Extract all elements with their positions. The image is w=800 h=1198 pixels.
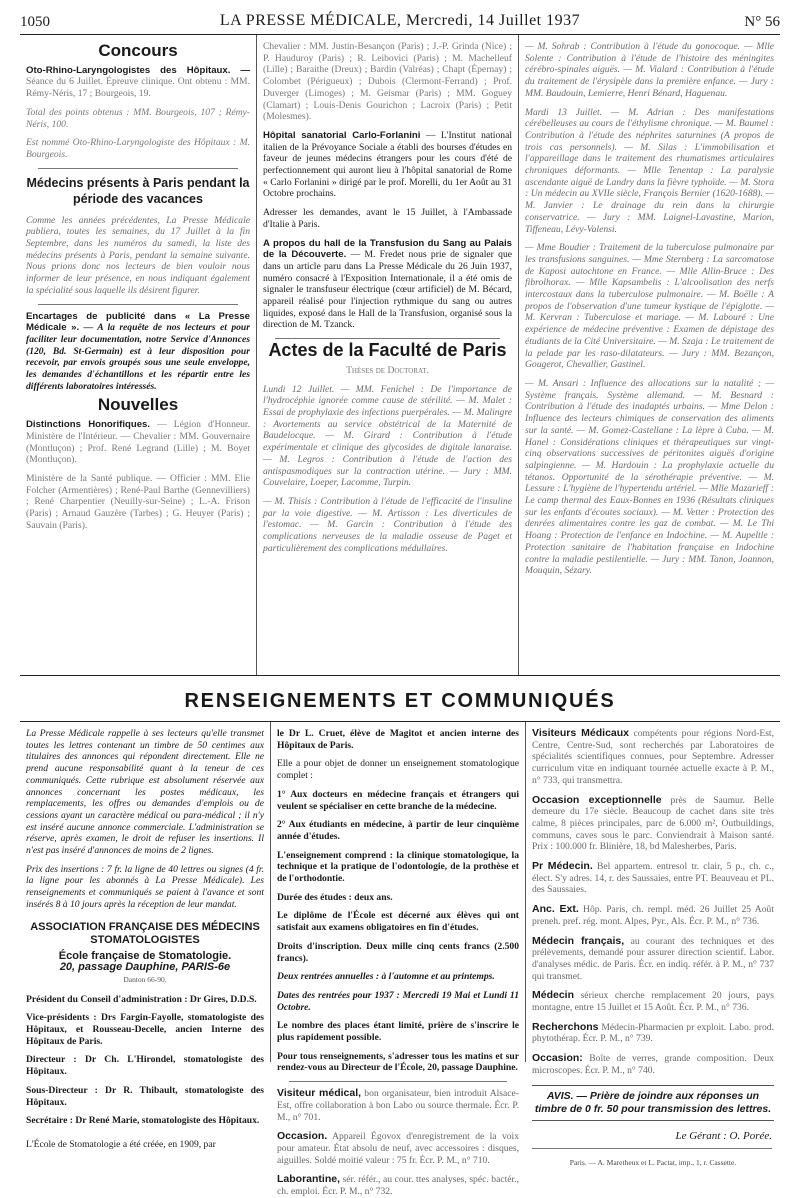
intro-notice: La Presse Médicale rappelle à ses lecteurs qu'elle transmet toutes les lettres contenant un timbre de 50 centimes aux titulaires des annonces qui répondent directement. Elle ne prend aucune responsabilité quant à la teneur de ces communiqués. Cette rubrique est absolument réservée aux annonces concernant les postes médicaux, les remplacements, les offres ou demandes d'emplois ou de cessions ayant un caractère médical ou para-médical ; il n'y est inséré aucune annonce commerciale. L'administration se réserve, après examen, le droit de refuser les insertions. Il n'est pas inséré d'annonces de moins de 2 lignes. <box>26 728 264 857</box>
hopital-title: Hôpital sanatorial Carlo-Forlanini <box>263 129 421 141</box>
president: Président du Conseil d'administration : Dr Gires, D.D.S. <box>26 993 257 1005</box>
ad-key: Laborantine, <box>277 1173 341 1186</box>
divider <box>38 168 238 169</box>
theses-label: Thèses de Doctorat. <box>346 364 429 376</box>
issue-number: N° 56 <box>744 14 780 30</box>
col3-text-3: — Mme Boudier : Traitement de la tuberculose pulmonaire par les transfusions sanguines. — Mme Sternberg : La sarcomatose de Kaposi autochtone en France. — Mlle Allin-Bruce : Des fibrolhorax. — Mlle Kapsambelis : L'alcoolisation des nerfs intercostaux dans la tuberculose pulmonaire. — M. Boëlle : A propos de l'observation d'une tumeur kystique de l'épiglotte. — M. Kervran : Tuberculose et mariage. — M. Labouré : Une expérience de médecine préventive : Examen de dépistage des étudiants de la Cité Universitaire. — M. Szaja : Le traitement de la pelade par les raso-dilatateurs. — Jury : MM. Bezançon, Gougerot, Chevallier, Gastinel. <box>525 242 774 371</box>
ad-text: sérieux cherche remplacement 20 jours, pays montagne, entre 15 Juillet et 15 Août. Écr. P. M., n° 736. <box>532 990 774 1014</box>
ecole-title: École française de Stomatologie. <box>58 949 232 962</box>
ad-text: près de Saumur. Belle demeure du 17e siècle. Beaucoup de cachet dans site très calme, 8 pièces principales, parc de 6.000 m², Outbuildings, communs, caves sous le parc. Conviendrait à Maison santé. Prix : 100.000 fr. Blinière, 18, bd Malesherbes, Paris. <box>532 794 774 853</box>
newspaper-page <box>20 0 780 1198</box>
classified-ad <box>532 795 774 854</box>
ad-key: Occasion exceptionnelle <box>532 793 662 806</box>
ad-text: Médecin-Pharmacien pr exploit. Labo. prod. phytothérap. Écr. P. M., n° 739. <box>532 1021 774 1045</box>
concours-heading: Concours <box>98 41 178 60</box>
lower-section <box>20 722 780 1198</box>
vice-presidents: Vice-présidents : Drs Fargin-Fayolle, stomatologiste des Hôpitaux, et Rousseau-Decelle, ancien Interne des Hôpitaux de Paris. <box>26 1012 264 1047</box>
distinctions-text: — Légion d'Honneur. Ministère de l'Intérieur. — Chevalier : MM. Gouvernaire (Montluçon) ; Prof. René Legrand (Lille) ; M. Boyet (Montluçon). <box>26 419 250 466</box>
upper-section <box>20 35 780 676</box>
encartages-title: Encartages de publicité dans « La Presse Médicale ». <box>26 310 250 334</box>
ad-text: bon organisateur, bien introduit Alsace-Est, offre collaboration à bon Labo ou source thermale. Écr. P. M., n° 701. <box>277 1088 520 1123</box>
ecole-para-7: Le diplôme de l'École est décerné aux élèves qui ont satisfait aux examens obligatoires en fin d'études. <box>277 910 519 934</box>
encartages-text: — A la requête de nos lecteurs et pour faciliter leur documentation, notre Service d'Annonces (120, Bd. St-Germain) est à leur disposition pour recevoir, par envois groupés sous une seule enveloppe, les demandes d'échantillons et les répartir entre les différents laboratoires intéressés. <box>26 322 250 392</box>
ad-key: Occasion. <box>277 1130 328 1143</box>
classified-ad <box>532 728 774 787</box>
divider <box>38 304 238 305</box>
theses-text-2: — M. Thisis : Contribution à l'étude de l'efficacité de l'insuline par la voie digestive. — M. Artisson : Les diverticules de l'estomac. — M. Garcin : Contribution à l'étude des complications nerveuses de la maladie osseuse de Paget et particulièrement des complications médullaires. <box>263 495 512 554</box>
col3-text-4: — M. Ansari : Influence des allocations sur la natalité ; — Système français. Système allemand. — M. Besnard : Contribution à l'étude des inadaptés urbains. — Mme Delon : Influence des lecteurs chimiques de conservation des aliments sur la santé. — M. Gomez-Castellane : La lèpre à Cuba. — M. Hanel : Considérations cliniques et thérapeutiques sur vingt-cinq observations successives de péritonites aiguës d'origine salpingienne. — M. Hardouin : La prophylaxie actuelle du tétanos. Opportunité de la sérothérapie préventive. — M. Lessure : L'hygiène de l'hypertendu artériel. — Mlle Mazarieff : Le camp thermal des Eaux-Bonnes en 1936 (Résultats cliniques sur les enfants d'écoutes sociaux). — M. Vetter : Protection des denrées alimentaires contre les gaz de combat. — M. Le Thi Hoang : Protection de l'enfance en Indochine. — M. Aupeltle : Protection sanitaire de l'habitation française en Indochine contre la maladie pestilentielle. — Jury : MM. Tanon, Joannon, Mouquin, Sézary. <box>525 377 774 577</box>
prix-notice: Prix des insertions : 7 fr. la ligne de 40 lettres ou signes (4 fr. la ligne pour les abonnés à La Presse Médicale). Les renseignements et communiqués se paient à l'avance et sont insérés 8 à 10 jours après la réception de leur mandat. <box>26 863 264 910</box>
ad-key: Médecin <box>532 989 575 1002</box>
oto-nomme: Est nommé Oto-Rhino-Laryngologiste des Hôpitaux : M. Bourgeois. <box>26 137 250 160</box>
chevalier-text: Chevalier : MM. Justin-Besançon (Paris) ; J.-P. Grinda (Nice) ; P. Hauduroy (Paris) ; R. Leibovici (Paris) ; M. Machelleuf (Lille) ; Baraithe (Dreux) ; Bardin (Valréas) ; Chapt (Épernay) ; Colombet (Périgueux) ; Dubois (Clermont-Ferrand) ; Prof. Duverger (Limoges) ; M. Geismar (Paris) ; MM. Goguey (Clamart) ; Louis-Denis Gourichon ; Lacroix (Paris) ; Petit (Molesmes). <box>263 41 512 123</box>
nouvelles-heading: Nouvelles <box>97 395 179 415</box>
ecole-para-3: 1° Aux docteurs en médecine français et étrangers qui veulent se spécialiser en cette branche de la médecine. <box>277 788 519 812</box>
secretaire: Secrétaire : Dr René Marie, stomatologiste des Hôpitaux. <box>26 1115 260 1127</box>
ad-text: Hôp. Paris, ch. rempl. méd. 26 Juillet 25 Août preneh. pref. rég. mont. Alpes, Pyr., Als. Écr. P. M., n° 736. <box>532 904 774 927</box>
ecole-para-2: Elle a pour objet de donner un enseignement stomatologique complet : <box>277 758 519 782</box>
renseignements-heading: RENSEIGNEMENTS ET COMMUNIQUÉS <box>20 676 780 722</box>
ecole-para-5: L'enseignement comprend : la clinique stomatologique, la technique et la pratique de l'odontologie, de la prothèse et de l'orthodontie. <box>277 849 519 885</box>
medecins-heading: Médecins présents à Paris pendant la période des vacances <box>26 175 250 206</box>
ecole-para-4: 2° Aux étudiants en médecine, à partir de leur cinquième année d'études. <box>277 819 519 842</box>
gerant-signature: Le Gérant : O. Porée. <box>532 1131 772 1150</box>
column-3 <box>518 35 780 675</box>
classified-ad <box>532 990 774 1013</box>
ad-text: Appareil Égovox d'enregistrement de la voix pour amateur. État absolu de neuf, avec accessoires : disques, aiguilles. Soldé moitié valeur : 75 fr. Écr. P. M., n° 710. <box>277 1131 520 1166</box>
ecole-para-11: Le nombre des places étant limité, prière de s'inscrire le plus rapidement possible. <box>277 1020 519 1044</box>
actes-heading: Actes de la Faculté de Paris <box>268 340 507 361</box>
ad-key: Occasion: <box>532 1052 583 1065</box>
classified-ad <box>532 936 774 983</box>
sous-directeur: Sous-Directeur : Dr R. Thibault, stomatologiste des Hôpitaux. <box>26 1084 264 1108</box>
directeur: Directeur : Dr Ch. L'Hirondel, stomatologiste des Hôpitaux. <box>26 1054 264 1078</box>
classified-ad <box>532 904 774 927</box>
ad-key: Médecin français, <box>532 934 625 947</box>
ecole-para-1: le Dr L. Cruet, élève de Magitot et ancien interne des Hôpitaux de Paris. <box>277 728 519 751</box>
column-1 <box>20 35 256 675</box>
ad-text: Boîte de verres, grande composition. Deux microscopes. Écr. P. M., n° 740. <box>532 1053 774 1076</box>
ecole-para-8: Droits d'inscription. Deux mille cinq cents francs (2.500 francs). <box>277 940 519 964</box>
association-title: ASSOCIATION FRANÇAISE DES MÉDECINS STOMATOLOGISTES <box>30 920 260 946</box>
classified-ad <box>277 1088 519 1123</box>
classified-ad <box>532 1022 774 1045</box>
distinctions-title: Distinctions Honorifiques. <box>26 419 151 431</box>
ad-text: Bel appartem. entresol tr. clair, 5 p., ch. c., élect. S'y adres. 14, r. des Saussaies, entre PT. Beauveau et PL. des Saussaies. <box>532 861 774 896</box>
ecole-para-9: Deux rentrées annuelles : à l'automne et au printemps. <box>277 971 495 983</box>
ecole-address: 20, passage Dauphine, PARIS-6e <box>59 961 231 974</box>
divider <box>289 1081 507 1082</box>
classified-ad <box>532 1053 774 1076</box>
ad-key: Anc. Ext. <box>532 903 579 916</box>
column-2 <box>256 35 518 675</box>
hall-text: — M. Fredet nous prie de signaler que dans un article paru dans La Presse Médicale du 26 Juin 1937, numéro consacré à l'Exposition Internationale, il a été omis de signaler le transfuseur électrique (cœur artificiel) de M. Bécard, appareil réalisé pour l'injection rythmique du sang ou autres liquides, exposé dans le Hall de la Transfusion, organisé sous la direction de M. Tzanck. <box>263 249 512 331</box>
ad-key: Pr Médecin. <box>532 860 593 873</box>
ecole-para-12: Pour tous renseignements, s'adresser tous les matins et sur rendez-vous au Directeur de l'École, 20, passage Dauphine. <box>277 1050 519 1074</box>
page-number: 1050 <box>20 14 50 30</box>
ecole-para-10: Dates des rentrées pour 1937 : Mercredi 19 Mai et Lundi 11 Octobre. <box>277 989 519 1013</box>
lower-column-2 <box>270 722 525 1198</box>
medecins-text: Comme les années précédentes, La Presse Médicale publiera, toutes les semaines, du 17 Juillet à la fin Septembre, dans les numéros du samedi, la liste des médecins présents à Paris, pendant la semaine suivante. Nous prions donc nos lecteurs de bien vouloir nous informer de leur présence, en nous indiquant également la spécialité sous laquelle ils désirent figurer. <box>26 214 250 296</box>
ad-key: Recherchons <box>532 1020 599 1033</box>
ad-key: Visiteur médical, <box>277 1087 362 1100</box>
ad-key: Visiteurs Médicaux <box>532 727 630 739</box>
hall-title: A propos du hall de la Transfusion du Sang au Palais de la Découverte. <box>263 237 512 261</box>
printer-credit: Paris. — A. Maretheux et L. Pactat, imp., 1, r. Cassette. <box>569 1158 737 1168</box>
classified-ad <box>277 1131 519 1166</box>
theses-text: Lundi 12 Juillet. — MM. Fenichel : De l'importance de l'hydrocéphie ignorée comme cause de stérilité. — M. Malet : Essai de prophylaxie des infections puerpérales. — M. Malingre : Avortements au service obstétrical de la Maternité de Baudelocque. — M. Girard : Contribution à l'étude expérimentale et clinique des glycosides de digitale lanaraise. — M. Legros : Contribution à l'étude de l'action des antispasmodiques sur la contraction utérine. — Jury : MM. Couvelaire, Loeper, Lacomme, Turpin. <box>263 383 512 489</box>
ad-text: sér. référ., au cour. ttes analyses, spéc. bactér., ch. emploi. Écr. P. M., n° 732. <box>277 1174 519 1198</box>
sante-text: Ministère de la Santé publique. — Officier : MM. Elie Folcher (Armentières) ; René-Paul Barthe (Gennevilliers) ; René Charpentier (Neuilly-sur-Seine) ; L.-A. Frison (Paris) ; Arnaud Gauzère (Tarbes) ; G. Heuyer (Paris) ; Sauvain (Paris). <box>26 472 250 531</box>
ad-text: compétents pour régions Nord-Est, Centre, Centre-Sud, sont recherchés par Laboratoires de spécialités scientifiques connues, pour Septembre. Adresser curriculum vitæ en indiquant tournée actuelle exacte à P. M., n° 733, qui transmettra. <box>532 728 775 786</box>
avis-notice: AVIS. — Prière de joindre aux réponses un timbre de 0 fr. 50 pour transmission des lettres. <box>532 1085 774 1121</box>
classified-ad <box>277 1174 519 1197</box>
divider <box>275 338 500 339</box>
classified-ad <box>532 861 774 896</box>
oto-total: Total des points obtenus : MM. Bourgeois, 107 ; Rémy-Néris, 100. <box>26 106 250 130</box>
col3-text-1: — M. Sohrab : Contribution à l'étude du gonocoque. — Mlle Solente : Contribution à l'étude de l'histoire des méningites cérébro-spinales aiguës. — M. Vialard : Contribution à l'étude du traitement de l'érysipèle dans la première enfance. — Jury : MM. Baudouin, Lemierre, Henri Bénard, Haguenau. <box>525 41 774 99</box>
oto-text: Séance du 6 Juillet. Épreuve clinique. Ont obtenu : MM. Rémy-Néris, 17 ; Bourgeois, 19. <box>26 76 250 100</box>
ad-text: au courant des techniques et des prélèvements, demandé pour assurer direction scientif. Labor. d'analyses médic. de Paris. Écr. en indiq. référ. à P. M., n° 737 qui transmet. <box>532 935 774 982</box>
ecole-creee: L'École de Stomatologie a été créée, en 1909, par <box>26 1138 216 1150</box>
hopital-text: — L'Institut national italien de la Prévoyance Sociale a établi des bourses d'études en faveur de jeunes médecins étrangers pour les cours d'été de perfectionnement qui auront lieu à l'hôpital sanatorial de Rome « Carlo Forlanini » dirigé par le prof. Morelli, du 1er Août au 31 Octobre prochains. <box>263 129 512 200</box>
running-header <box>20 6 780 35</box>
col3-text-2: Mardi 13 Juillet. — M. Adrian : Des manifestations cérébelleuses au cours de l'éthylisme chronique. — M. Baumel : Contribution à l'étude des néphrites saturnines (A propos de trois cas personnels). — M. Silas : L'immobilisation et l'appareillage dans le traitement des rhumatismes articulaires chroniques déformants. — Mlle Tenentap : La paralysie ascendante aiguë de Landry dans la fièvre typhoïde. — M. Stora : Un médecin au XVIIe siècle, François Bernier (1620-1688). — M. Janvier : Le drainage du rein dans la chirurgie conservatrice. — Jury : MM. Laignel-Lavastine, Marion, Tiffeneau, Lévy-Valensi. <box>525 106 774 235</box>
oto-title: Oto-Rhino-Laryngologistes des Hôpitaux. — <box>26 64 250 76</box>
lower-column-1 <box>20 722 270 1150</box>
lower-column-3 <box>525 722 780 1168</box>
journal-title: LA PRESSE MÉDICALE, Mercredi, 14 Juillet 1937 <box>219 12 581 29</box>
ecole-phone: Danton 66-90. <box>123 974 167 984</box>
hopital-adresser: Adresser les demandes, avant le 15 Juillet, à l'Ambassade d'Italie à Paris. <box>263 207 512 230</box>
ecole-para-6: Durée des études : deux ans. <box>277 891 393 903</box>
